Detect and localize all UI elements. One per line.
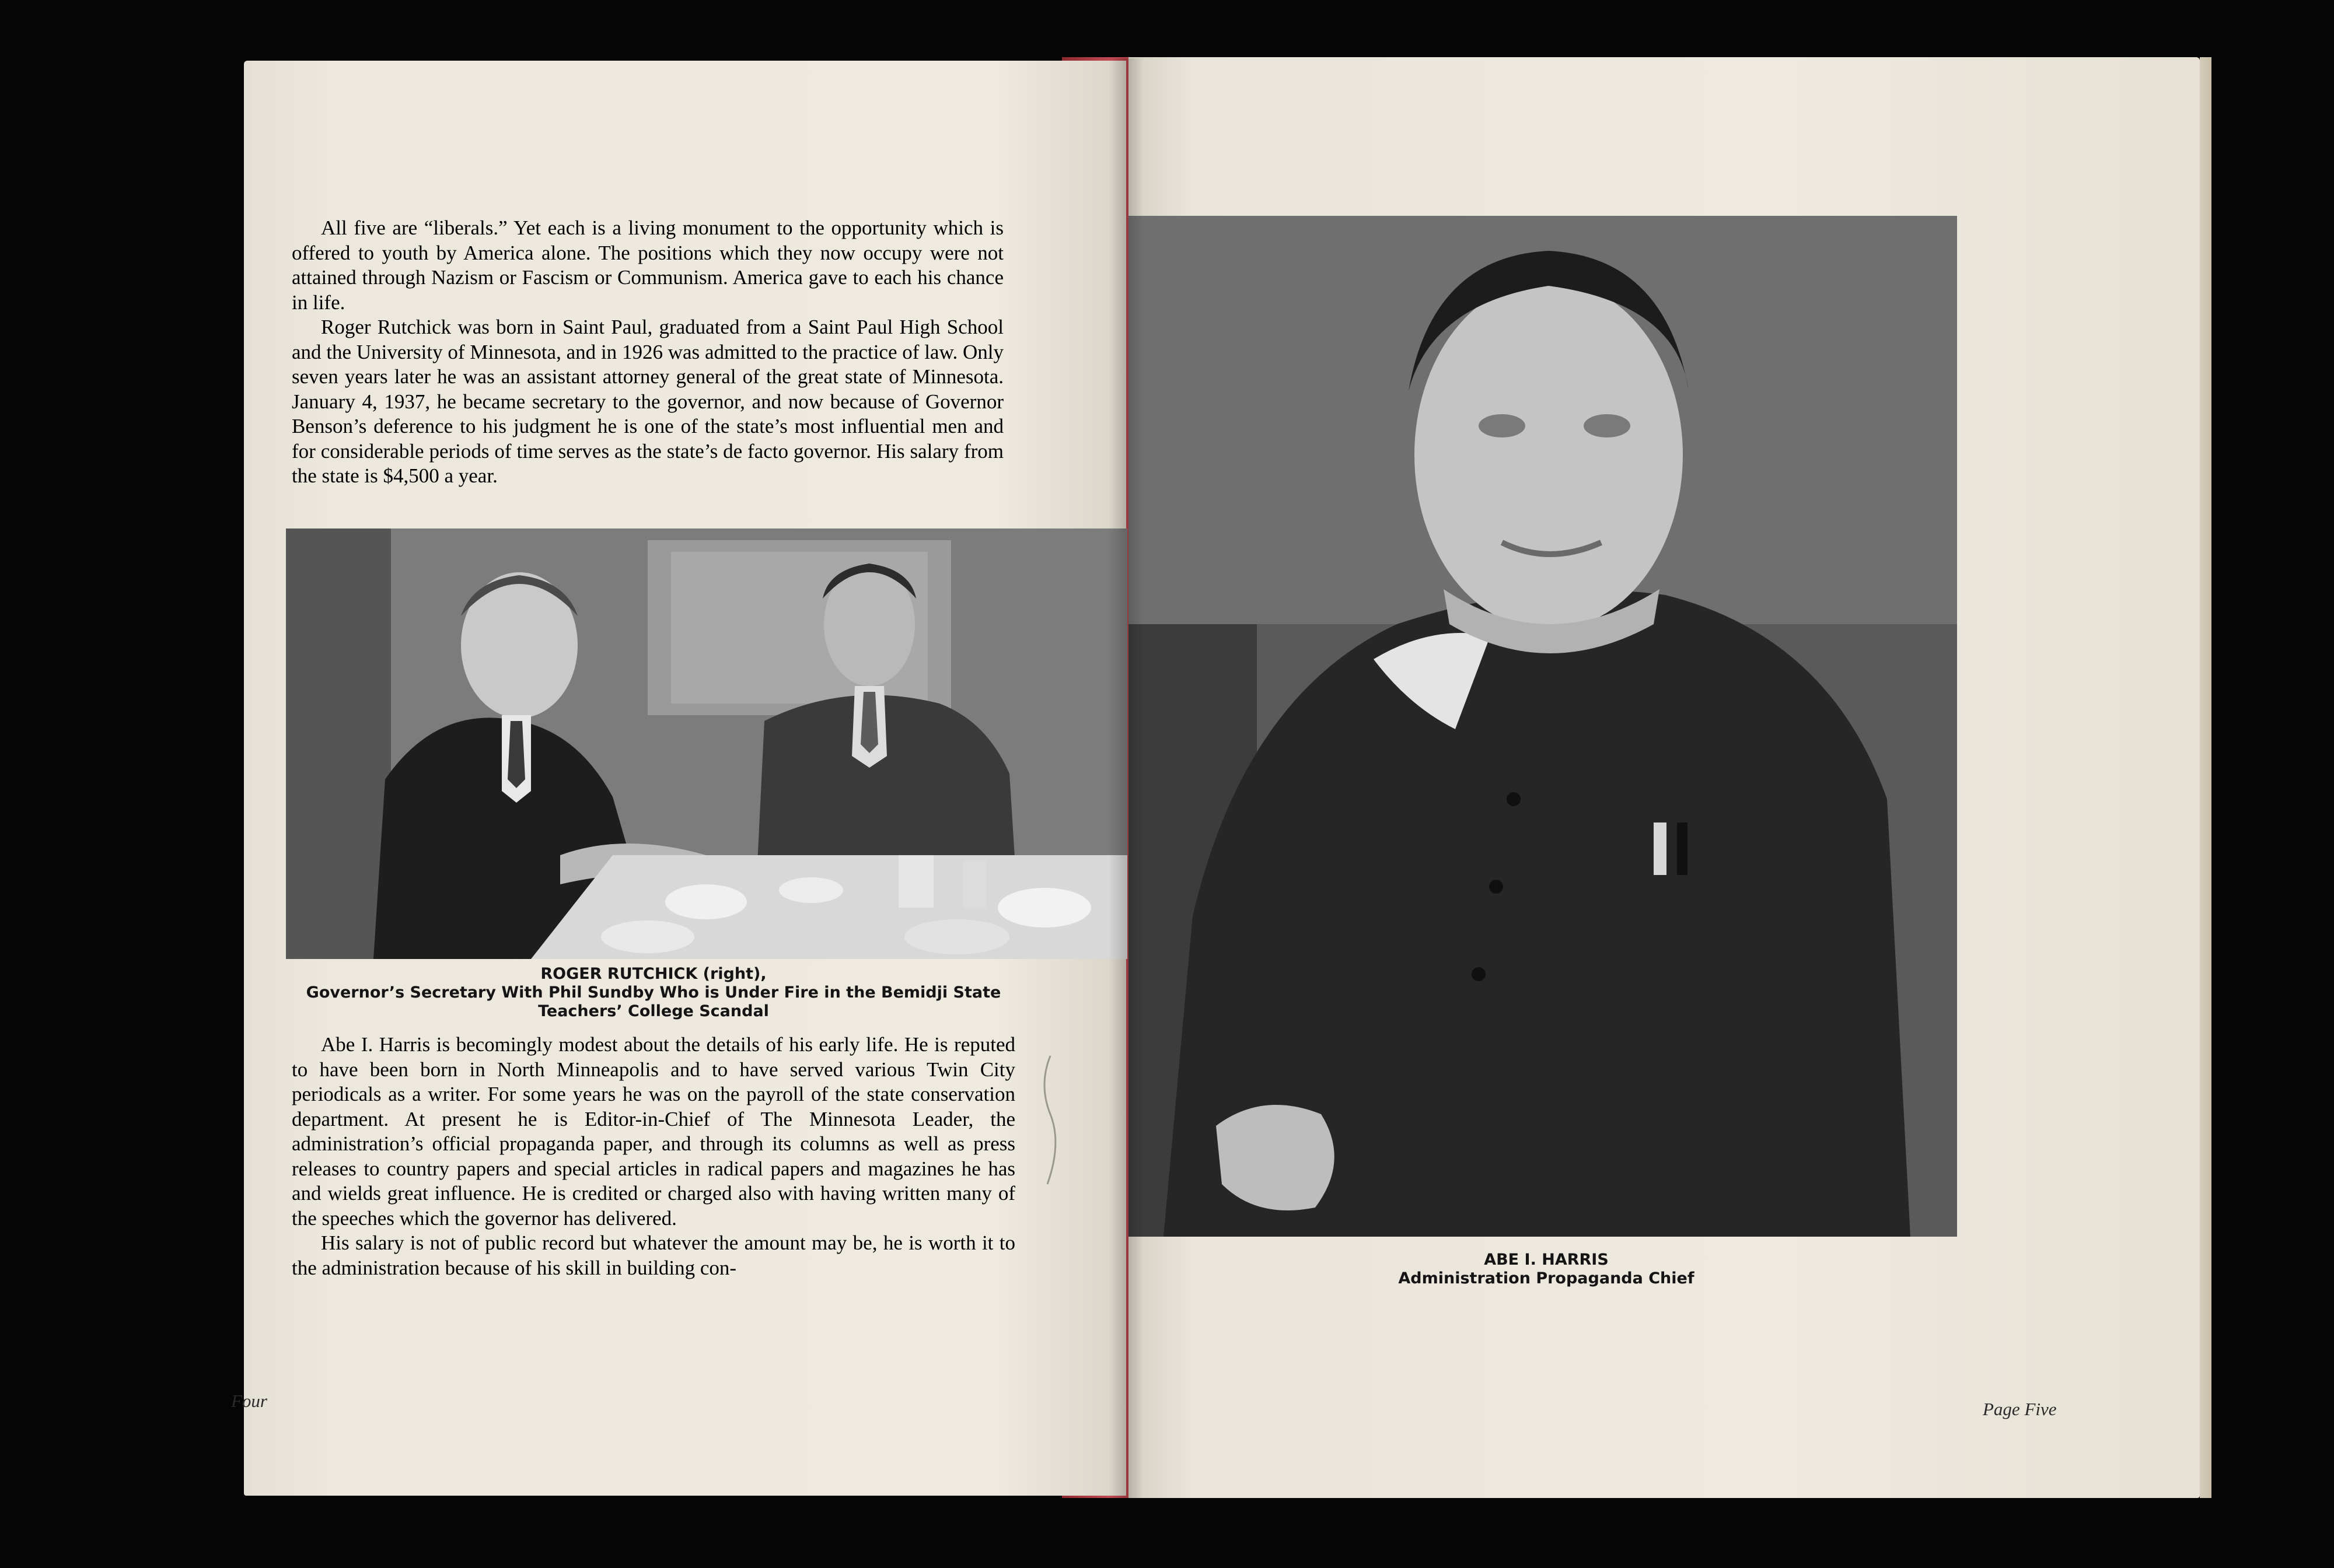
page-fore-edge <box>2200 57 2211 1498</box>
caption-title: ABE I. HARRIS <box>1484 1251 1609 1269</box>
rutchick-photo-caption <box>292 965 1015 1021</box>
rutchick-sundby-photo <box>286 528 1127 959</box>
paragraph: His salary is not of public record but whatever the amount may be, he is worth it to the administration because of his skill in building con- <box>292 1231 1015 1279</box>
paragraph: Roger Rutchick was born in Saint Paul, graduated from a Saint Paul High School and the University of Minnesota, and in 1926 was admitted to the practice of law. Only seven years later he was an assistant attorney general of the great state of Minnesota. January 4, 1937, he became secretary to the governor, and now because of Governor Benson’s deference to his judgment he is one of the state’s most influential men and for considerable periods of time serves as the state’s de facto governor. His salary from the state is $4,500 a year. <box>292 316 1004 487</box>
page-number-right: Page Five <box>1983 1399 2057 1419</box>
book-gutter <box>1109 58 1144 1498</box>
paragraph: Abe I. Harris is becomingly modest about the details of his early life. He is reputed to have been born in North Minneapolis and to have served various Twin City periodicals as a writer. For some years he was on the payroll of the state conservation department. At present he is Editor-in-Chief of The Minnesota Leader, the administration’s official propaganda paper, and through its columns as well as press releases to country papers and special articles in radical papers and magazines he has and wields great influence. He is credited or charged also with having written many of the speeches which the governor has delivered. <box>292 1033 1015 1230</box>
page-number-left: Four <box>231 1391 267 1411</box>
harris-photo-caption <box>1313 1251 1780 1288</box>
caption-subtitle: Governor’s Secretary With Phil Sundby Who is Under Fire in the Bemidji State Teachers’ College Scandal <box>306 984 1001 1020</box>
left-page-text-bottom <box>292 1032 1015 1280</box>
caption-subtitle: Administration Propaganda Chief <box>1398 1269 1694 1287</box>
dinner-photo-illustration <box>286 528 1127 959</box>
harris-portrait-photo <box>1128 216 1957 1237</box>
paragraph: All five are “liberals.” Yet each is a living monument to the opportunity which is offered to youth by America alone. The positions which they now occupy were not attained through Nazism or Fascism or Communism. America gave to each his chance in life. <box>292 216 1004 314</box>
harris-portrait-illustration <box>1128 216 1957 1237</box>
pencil-annotation-mark <box>1033 1050 1068 1202</box>
left-page-text-top <box>292 216 1004 489</box>
caption-title: ROGER RUTCHICK (right), <box>540 965 767 983</box>
